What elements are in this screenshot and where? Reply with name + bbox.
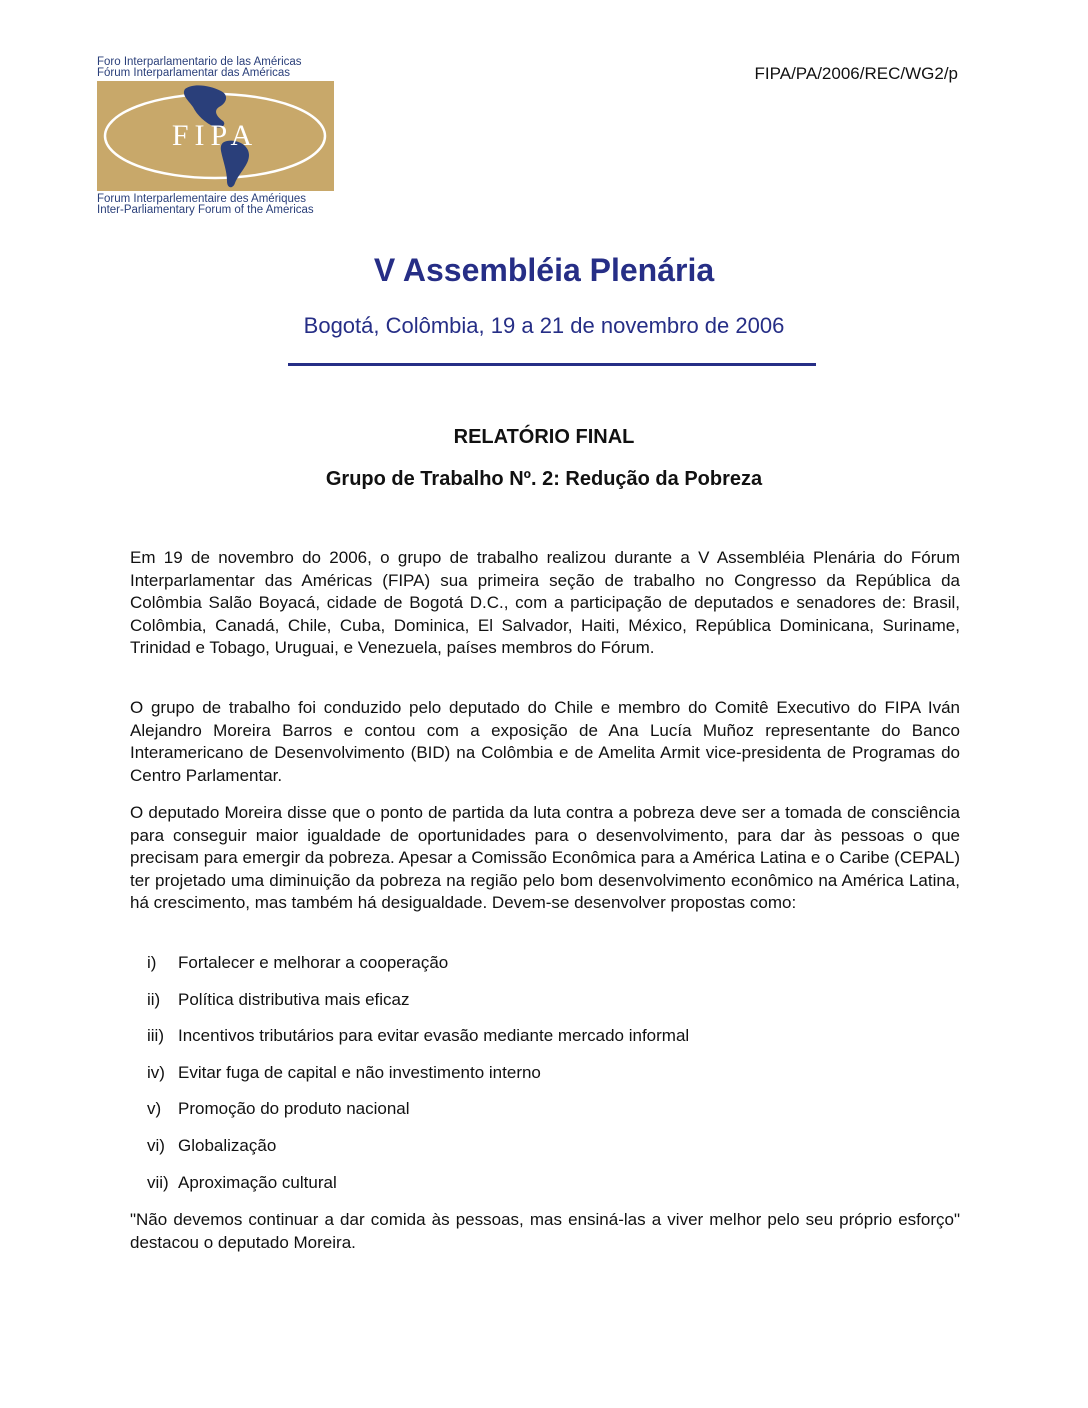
paragraph-1: Em 19 de novembro do 2006, o grupo de trabalho realizou durante a V Assembléia Plenária do Fórum Interparlamentar das Américas (FIPA) sua primeira seção de trabalho no Congresso da República da Colômbia Salão Boyacá, cidade de Bogotá D.C., com a participação de deputados e senadores de: Brasil, Colômbia, Canadá, Chile, Cuba, Dominica, El Salvador, Haiti, México, República Dominicana, Suriname, Trinidad e Tobago, Uruguai, e Venezuela, países membros do Fórum. bbox=[130, 548, 960, 658]
logo-emblem bbox=[97, 81, 334, 191]
logo-caption-french: Forum Interparlementaire des Amériques bbox=[97, 193, 307, 205]
page-title: V Assembléia Plenária bbox=[373, 252, 715, 288]
list-item-text: Aproximação cultural bbox=[178, 1172, 337, 1192]
list-item bbox=[130, 1098, 960, 1135]
logo-center-text: FIPA bbox=[171, 119, 259, 152]
list-item bbox=[130, 989, 960, 1026]
report-heading: RELATÓRIO FINAL bbox=[453, 426, 635, 448]
logo-caption-english: Inter-Parliamentary Forum of the Americas bbox=[97, 204, 314, 216]
list-item-text: Globalização bbox=[178, 1135, 277, 1155]
title-divider bbox=[288, 363, 816, 366]
paragraph-2: O grupo de trabalho foi conduzido pelo deputado do Chile e membro do Comitê Executivo do FIPA Iván Alejandro Moreira Barros e contou com a exposição de Ana Lucía Muñoz representante do Banco Interamericano de Desenvolvimento (BID) na Colômbia e de Amelita Armit vice-presidenta de Programas do Centro Parlamentar. bbox=[130, 698, 960, 785]
working-group-heading: Grupo de Trabalho Nº. 2: Redução da Pobreza bbox=[325, 468, 763, 490]
proposals-list bbox=[130, 952, 960, 1208]
paragraph-3: O deputado Moreira disse que o ponto de partida da luta contra a pobreza deve ser a tomada de consciência para conseguir maior igualdade de oportunidades para o desenvolvimento, para dar às pessoas o que precisam para emergir da pobreza. Apesar a Comissão Econômica para a América Latina e o Caribe (CEPAL) ter projetado uma diminuição da pobreza na região pelo bom desenvolvimento econômico na América Latina, há crescimento, mas também há desigualdade. Devem-se desenvolver propostas como: bbox=[130, 803, 960, 913]
list-item-text: Evitar fuga de capital e não investimento interno bbox=[178, 1062, 541, 1082]
fipa-logo bbox=[97, 57, 337, 216]
page-subtitle: Bogotá, Colômbia, 19 a 21 de novembro de 2006 bbox=[303, 313, 785, 338]
list-item-number: v) bbox=[147, 1099, 162, 1119]
list-item bbox=[130, 1025, 960, 1062]
document-code: FIPA/PA/2006/REC/WG2/p bbox=[754, 64, 958, 83]
list-item-text: Promoção do produto nacional bbox=[178, 1099, 410, 1119]
list-item bbox=[130, 1135, 960, 1172]
list-item bbox=[130, 1062, 960, 1099]
logo-caption-portuguese: Fórum Interparlamentar das Américas bbox=[97, 67, 291, 79]
list-item-number: ii) bbox=[147, 989, 161, 1009]
paragraph-4: "Não devemos continuar a dar comida às pessoas, mas ensiná-las a viver melhor pelo seu próprio esforço" destacou o deputado Moreira. bbox=[130, 1210, 960, 1252]
list-item bbox=[130, 1172, 960, 1209]
list-item-number: iv) bbox=[147, 1062, 165, 1082]
list-item bbox=[130, 952, 960, 989]
list-item-number: iii) bbox=[147, 1026, 164, 1046]
list-item-number: i) bbox=[147, 953, 157, 972]
list-item-text: Política distributiva mais eficaz bbox=[178, 989, 410, 1009]
list-item-text: Incentivos tributários para evitar evasão mediante mercado informal bbox=[178, 1026, 690, 1046]
list-item-text: Fortalecer e melhorar a cooperação bbox=[178, 953, 449, 972]
list-item-number: vi) bbox=[147, 1135, 165, 1155]
logo-caption-spanish: Foro Interparlamentario de las Américas bbox=[97, 56, 302, 68]
americas-globe-icon bbox=[97, 81, 334, 191]
list-item-number: vii) bbox=[147, 1172, 169, 1192]
